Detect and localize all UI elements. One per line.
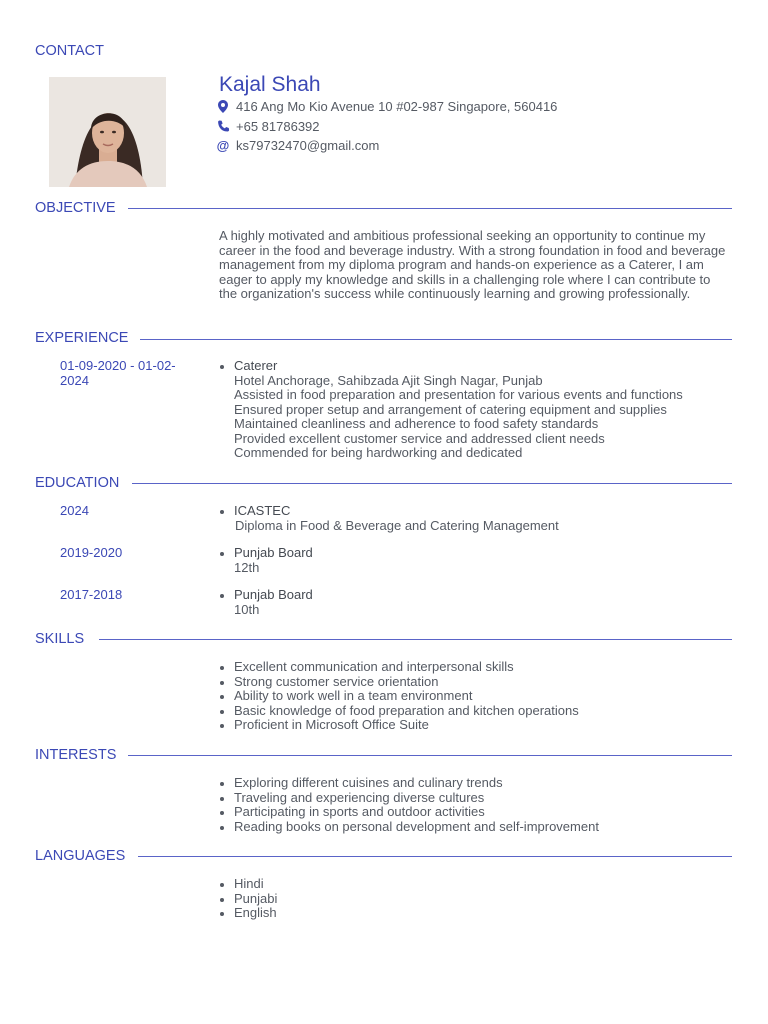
skills-section-title: SKILLS [35,631,85,647]
language-item: Punjabi [234,890,278,906]
interest-item: Traveling and experiencing diverse cultures [234,791,599,806]
skill-item: Excellent communication and interpersonal skills [234,660,579,675]
experience-divider [140,339,732,340]
education-year: 2017-2018 [60,587,123,602]
languages-section-title: LANGUAGES [35,848,126,864]
education-year: 2019-2020 [60,545,123,560]
experience-dates: 01-09-2020 - 01-02-2024 [60,358,176,388]
experience-line: Provided excellent customer service and addressed client needs [234,430,605,446]
interests-section-title: INTERESTS [35,747,117,763]
experience-line: Maintained cleanliness and adherence to food safety standards [234,416,599,431]
address-text: 416 Ang Mo Kio Avenue 10 #02-987 Singapore, 560416 [236,98,558,114]
experience-line: Assisted in food preparation and presentation for various events and functions [234,387,683,402]
contact-section-title: CONTACT [35,43,105,59]
experience-line: Hotel Anchorage, Sahibzada Ajit Singh Nagar, Punjab [234,372,543,388]
at-sign-icon: @ [216,137,230,153]
interests-list [234,776,599,834]
experience-section-title: EXPERIENCE [35,330,129,346]
education-detail: 12th [234,559,260,575]
address-line [216,98,557,114]
skill-item: Strong customer service orientation [234,675,579,690]
interests-divider [128,755,732,756]
skills-divider [99,639,732,640]
experience-line: Commended for being hardworking and dedicated [234,445,523,460]
objective-text: A highly motivated and ambitious professional seeking an opportunity to continue my career in the food and beverage industry. With a strong foundation in food and beverage management from my diploma program and hands-on experience as a Caterer, I am eager to apply my knowledge and skills in a challenging role where I can contribute to the organization's success while continuously learning and growing professionally. [219,228,726,301]
phone-icon [216,119,230,133]
education-entry [234,588,734,617]
interest-item: Participating in sports and outdoor activities [234,805,599,820]
education-divider [132,483,732,484]
language-item: English [234,905,277,920]
interest-item: Exploring different cuisines and culinary trends [234,776,599,791]
profile-photo [49,77,166,187]
education-entry [234,546,734,575]
education-school: Punjab Board [234,546,734,561]
skills-list [234,660,579,733]
experience-entry [234,359,734,461]
skill-item: Ability to work well in a team environment [234,689,579,704]
education-school: ICASTEC [234,504,734,519]
phone-text: +65 81786392 [236,118,320,134]
experience-role: Caterer [234,359,734,374]
phone-line [216,118,320,134]
email-line [216,137,379,153]
education-school: Punjab Board [234,588,734,603]
skill-item: Basic knowledge of food preparation and kitchen operations [234,702,579,718]
experience-line: Ensured proper setup and arrangement of catering equipment and supplies [234,401,667,417]
languages-list [234,877,277,921]
education-year: 2024 [60,503,89,518]
languages-divider [138,856,732,857]
education-detail: Diploma in Food & Beverage and Catering Management [235,517,559,533]
candidate-name: Kajal Shah [219,73,321,96]
language-item: Hindi [234,877,277,892]
interest-item: Reading books on personal development and self-improvement [234,818,599,834]
location-pin-icon [216,99,230,113]
objective-divider [128,208,732,209]
email-text[interactable]: ks79732470@gmail.com [236,137,380,153]
education-section-title: EDUCATION [35,475,120,491]
objective-section-title: OBJECTIVE [35,200,116,216]
skill-item: Proficient in Microsoft Office Suite [234,718,579,733]
education-detail: 10th [234,601,260,617]
education-entry [234,504,734,533]
